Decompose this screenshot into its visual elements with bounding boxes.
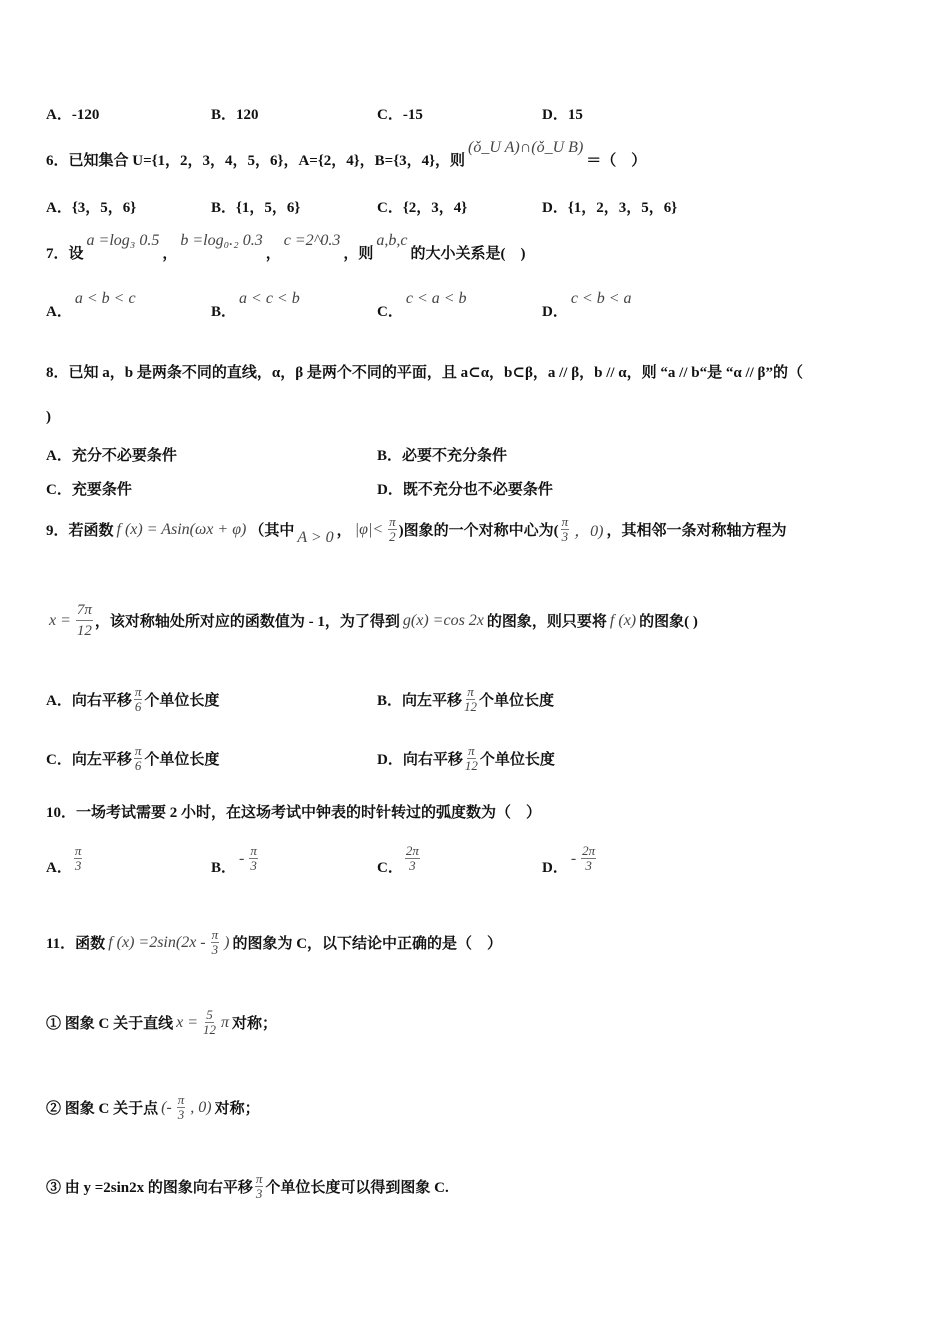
sign: -: [570, 849, 577, 867]
q11-statement-3: [46, 1172, 449, 1201]
q9-option-a: [46, 685, 219, 714]
q5-option-b: B．120: [211, 107, 259, 123]
q9-line2c: 的图象( ): [639, 614, 698, 630]
label: D．: [542, 304, 568, 320]
den: 3: [561, 529, 569, 544]
label: C．: [377, 860, 403, 876]
fraction: [465, 744, 478, 773]
label: B．: [211, 304, 237, 320]
q11-stem: [46, 928, 502, 957]
q9-line2b: 的图象，则只要将: [486, 614, 607, 630]
label: A．向右平移: [46, 693, 132, 709]
x-eq: x =: [176, 1013, 198, 1031]
q6-option-a: A．{3，5，6}: [46, 200, 137, 216]
den: 3: [74, 858, 82, 873]
q9-stem: [46, 515, 787, 544]
q9-option-d: [377, 744, 555, 773]
num: 2π: [582, 843, 596, 858]
num: π: [134, 684, 142, 699]
q11-statement-1: [46, 1008, 277, 1037]
paren: ): [224, 933, 230, 951]
num: 2π: [405, 843, 419, 858]
seven-pi-over-12: [76, 600, 93, 641]
paren: (-: [161, 1098, 172, 1116]
fraction: [134, 685, 143, 714]
q7-option-b: [211, 289, 303, 321]
q9-option-c: [46, 744, 219, 773]
fraction: [74, 844, 83, 873]
num: 5: [206, 1007, 213, 1022]
q11-f: f (x) =2sin(2x -: [108, 933, 206, 951]
q9-g: g(x) =cos 2x: [402, 611, 484, 629]
q7-option-a: [46, 289, 139, 321]
num: 7π: [76, 600, 93, 621]
den: 3: [250, 858, 257, 873]
q8-stem: 8．已知 a，b 是两条不同的直线，α，β 是两个不同的平面，且 a⊂α，b⊂β，a // β，b // α，则 “a // b“是 “α // β”的（: [46, 365, 803, 381]
q9-zero: ，0): [574, 523, 604, 540]
den: 6: [134, 699, 142, 714]
den: 6: [134, 758, 142, 773]
q9-lead: 9．若函数: [46, 523, 114, 539]
num: π: [467, 684, 474, 699]
q6-tail: ＝（ ）: [586, 153, 647, 169]
q8-option-d: D．既不充分也不必要条件: [377, 482, 553, 498]
num: π: [177, 1092, 185, 1107]
unit: 个单位长度: [144, 693, 220, 709]
q9-line2-text: ，该对称轴处所对应的函数值为 - 1，为了得到: [94, 614, 400, 630]
label: B．向左平移: [377, 693, 463, 709]
q9-option-b: [377, 685, 554, 714]
num: π: [74, 843, 82, 858]
paren-close: , 0): [190, 1098, 212, 1116]
num: π: [211, 927, 219, 942]
q6-math: (ǒ_U A)∩(ǒ_U B): [468, 138, 584, 156]
den: 3: [177, 1107, 185, 1122]
unit: 个单位长度: [144, 752, 220, 768]
q9-f: f (x) = Asin(ωx + φ): [116, 520, 247, 538]
label: C．向左平移: [46, 752, 132, 768]
label: B．: [211, 860, 237, 876]
pi-over-2: [388, 515, 397, 544]
q7-b: b =log₀.₂ 0.3: [180, 231, 263, 249]
num: π: [561, 514, 569, 529]
q6-stem: [46, 138, 647, 170]
q11-lead: 11．函数: [46, 936, 106, 952]
q6-option-c: C．{2，3，4}: [377, 200, 468, 216]
num: π: [468, 743, 475, 758]
q11-statement-2: [46, 1093, 260, 1122]
num: π: [389, 514, 396, 529]
x-eq: x =: [49, 611, 71, 629]
text: ③ 由 y =2sin2x 的图象向右平移: [46, 1180, 253, 1196]
q7-stem: [46, 231, 526, 263]
tail: 对称；: [214, 1101, 260, 1117]
unit: 个单位长度: [479, 693, 555, 709]
q7-lead: 7．设: [46, 246, 84, 262]
q5-option-c: C．-15: [377, 107, 423, 123]
pi-over-3: [211, 928, 220, 957]
den: 12: [203, 1022, 216, 1037]
q9-phi: |φ|<: [354, 520, 384, 538]
q9-fx: f (x): [609, 611, 637, 629]
q10-option-d: [542, 840, 598, 877]
den: 3: [211, 942, 219, 957]
q10-option-a: [46, 840, 84, 877]
q8-option-b: B．必要不充分条件: [377, 448, 508, 464]
pi-over-3: [255, 1172, 264, 1201]
num: π: [255, 1171, 263, 1186]
q9-A: A > 0: [297, 528, 334, 546]
q7-a: a =log₃ 0.5: [86, 231, 160, 249]
q7-option-d: [542, 289, 635, 321]
num: π: [250, 843, 257, 858]
q9-mid2: )图象的一个对称中心为(: [398, 523, 559, 539]
q7-then: ，则: [343, 246, 374, 262]
q7-abc: a,b,c: [376, 231, 408, 249]
fraction: [405, 844, 420, 873]
label: C．: [377, 304, 403, 320]
q5-option-a: A．-120: [46, 107, 100, 123]
pi-over-3: [177, 1093, 186, 1122]
pi: π: [221, 1013, 230, 1031]
unit: 个单位长度: [479, 752, 555, 768]
fraction: [464, 685, 477, 714]
den: 12: [464, 758, 478, 773]
den: 3: [585, 858, 592, 873]
label: D．: [542, 860, 568, 876]
q10-stem: 10．一场考试需要 2 小时，在这场考试中钟表的时针转过的弧度数为（ ）: [46, 805, 542, 821]
label: A．: [46, 304, 72, 320]
den: 2: [389, 529, 396, 544]
den: 3: [255, 1186, 263, 1201]
q8-option-a: A．充分不必要条件: [46, 448, 177, 464]
tail: 个单位长度可以得到图象 C.: [265, 1180, 449, 1196]
text: ② 图象 C 关于点: [46, 1101, 159, 1117]
q9-line2: [46, 600, 698, 641]
fraction: [134, 744, 143, 773]
q6-option-b: B．{1，5，6}: [211, 200, 301, 216]
fraction: [581, 844, 596, 873]
pi-over-3: [561, 515, 570, 544]
den: 12: [76, 623, 92, 639]
q10-option-b: [211, 840, 260, 877]
q9-mid: （其中: [249, 523, 295, 539]
label: D．向右平移: [377, 752, 463, 768]
q7-option-c: [377, 289, 470, 321]
q7-c: c =2^0.3: [283, 231, 341, 249]
comma: ，: [162, 246, 178, 262]
q10-option-c: [377, 840, 422, 877]
math: a < b < c: [74, 289, 136, 307]
tail: 对称；: [232, 1016, 278, 1032]
math: a < c < b: [239, 289, 300, 307]
q8-close: ): [46, 409, 51, 425]
num: π: [134, 743, 142, 758]
comma: ，: [265, 246, 281, 262]
math: c < a < b: [405, 289, 467, 307]
math: c < b < a: [570, 289, 632, 307]
five-over-12: [203, 1008, 216, 1037]
den: 3: [409, 858, 416, 873]
sign: -: [239, 849, 245, 867]
q6-option-d: D．{1，2，3，5，6}: [542, 200, 678, 216]
q8-option-c: C．充要条件: [46, 482, 132, 498]
den: 12: [464, 699, 478, 714]
q9-tail: ，其相邻一条对称轴方程为: [606, 523, 787, 539]
label: A．: [46, 860, 72, 876]
text: ① 图象 C 关于直线: [46, 1016, 174, 1032]
comma: ，: [336, 523, 352, 539]
q5-option-d: D．15: [542, 107, 583, 123]
fraction: [249, 844, 258, 873]
q6-text: 6．已知集合 U={1，2，3，4，5，6}，A={2，4}，B={3，4}，则: [46, 153, 466, 169]
q7-tail: 的大小关系是( ): [410, 246, 526, 262]
q11-tail: 的图象为 C，以下结论中正确的是（ ）: [232, 936, 503, 952]
